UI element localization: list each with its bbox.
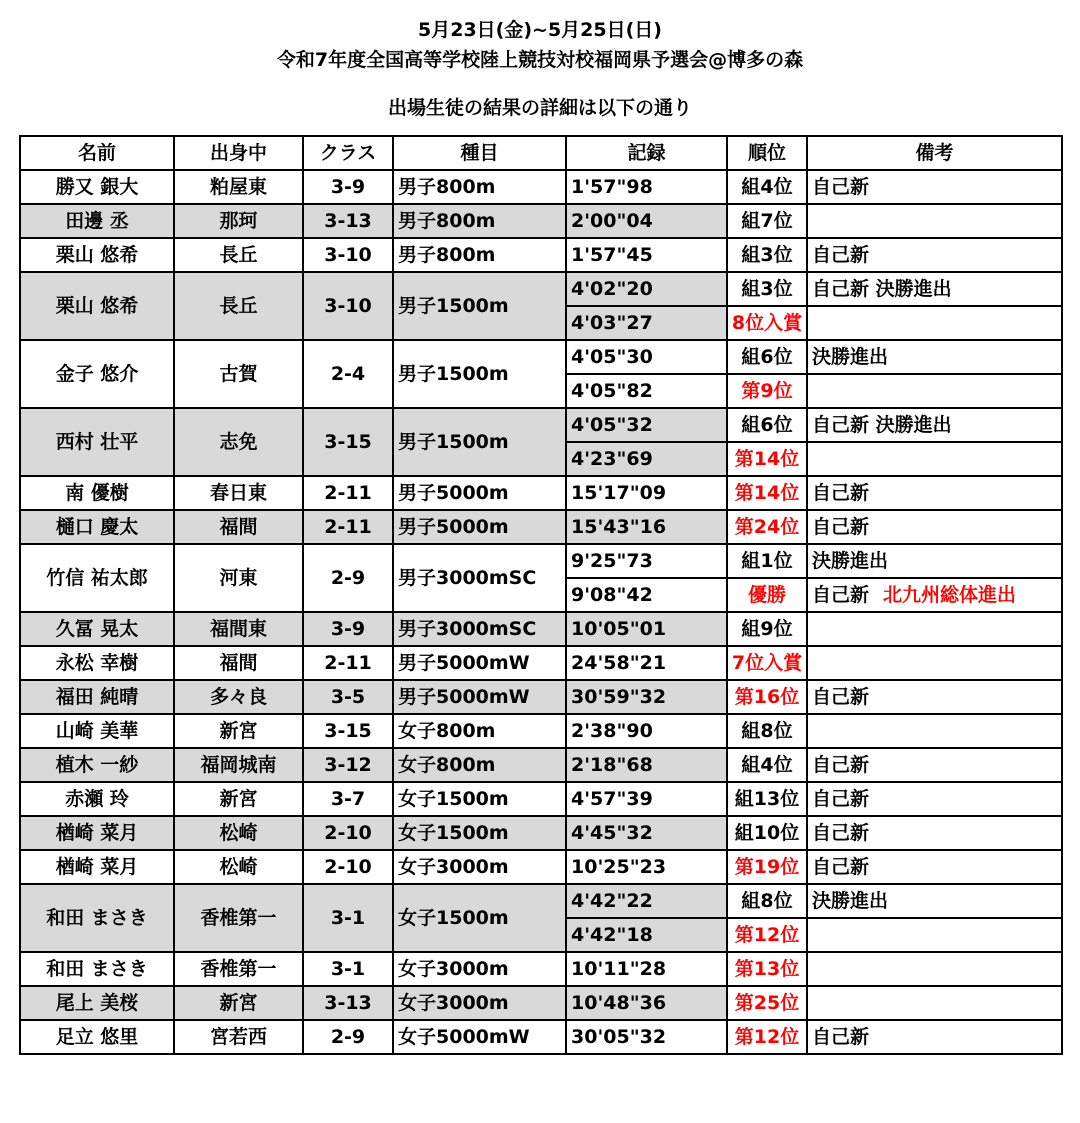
cell-note	[807, 714, 1062, 748]
table-row	[20, 1020, 1062, 1054]
col-header-event: 種目	[393, 136, 566, 170]
cell-name: 赤瀬 玲	[20, 782, 174, 816]
cell-class: 3-12	[303, 748, 393, 782]
note-text: 自己新	[812, 584, 870, 606]
cell-name: 金子 悠介	[20, 340, 174, 408]
cell-event: 男子800m	[393, 204, 566, 238]
cell-class: 3-13	[303, 204, 393, 238]
col-header-school: 出身中	[174, 136, 303, 170]
cell-rank: 組4位	[727, 748, 807, 782]
cell-record: 2'38"90	[566, 714, 727, 748]
cell-school: 粕屋東	[174, 170, 303, 204]
cell-event: 男子1500m	[393, 272, 566, 340]
cell-record: 4'57"39	[566, 782, 727, 816]
cell-record: 4'42"18	[566, 918, 727, 952]
cell-note	[807, 374, 1062, 408]
cell-note	[807, 204, 1062, 238]
cell-school: 福間	[174, 510, 303, 544]
cell-rank: 第12位	[727, 1020, 807, 1054]
cell-name: 勝又 銀大	[20, 170, 174, 204]
cell-rank: 第14位	[727, 442, 807, 476]
cell-name: 山崎 美華	[20, 714, 174, 748]
cell-name: 尾上 美桜	[20, 986, 174, 1020]
cell-class: 2-4	[303, 340, 393, 408]
cell-note: 自己新	[807, 238, 1062, 272]
cell-class: 3-7	[303, 782, 393, 816]
cell-class: 3-5	[303, 680, 393, 714]
cell-school: 福間	[174, 646, 303, 680]
cell-name: 久冨 晃太	[20, 612, 174, 646]
cell-school: 長丘	[174, 272, 303, 340]
cell-event: 女子800m	[393, 748, 566, 782]
cell-note	[807, 442, 1062, 476]
results-table	[19, 135, 1063, 1055]
cell-record: 10'48"36	[566, 986, 727, 1020]
cell-rank: 組4位	[727, 170, 807, 204]
cell-name: 楢崎 菜月	[20, 850, 174, 884]
cell-note	[807, 306, 1062, 340]
cell-school: 香椎第一	[174, 952, 303, 986]
cell-school: 香椎第一	[174, 884, 303, 952]
cell-name: 栗山 悠希	[20, 238, 174, 272]
cell-name: 西村 壮平	[20, 408, 174, 476]
cell-rank: 第14位	[727, 476, 807, 510]
table-row	[20, 748, 1062, 782]
table-row	[20, 714, 1062, 748]
cell-school: 福間東	[174, 612, 303, 646]
cell-event: 女子1500m	[393, 816, 566, 850]
cell-note	[807, 612, 1062, 646]
table-row	[20, 884, 1062, 918]
cell-record: 24'58"21	[566, 646, 727, 680]
cell-school: 福岡城南	[174, 748, 303, 782]
table-row	[20, 272, 1062, 306]
cell-event: 男子3000mSC	[393, 612, 566, 646]
cell-note	[807, 578, 1062, 612]
col-header-name: 名前	[20, 136, 174, 170]
cell-record: 4'05"30	[566, 340, 727, 374]
cell-school: 多々良	[174, 680, 303, 714]
cell-record: 4'05"32	[566, 408, 727, 442]
cell-event: 男子5000mW	[393, 680, 566, 714]
cell-event: 女子1500m	[393, 884, 566, 952]
cell-note: 自己新	[807, 680, 1062, 714]
cell-rank: 第16位	[727, 680, 807, 714]
cell-name: 福田 純晴	[20, 680, 174, 714]
table-row	[20, 986, 1062, 1020]
cell-note: 自己新	[807, 816, 1062, 850]
cell-rank: 組9位	[727, 612, 807, 646]
cell-rank: 第12位	[727, 918, 807, 952]
cell-name: 栗山 悠希	[20, 272, 174, 340]
cell-class: 2-10	[303, 850, 393, 884]
cell-class: 2-9	[303, 1020, 393, 1054]
cell-rank: 組7位	[727, 204, 807, 238]
table-row	[20, 238, 1062, 272]
cell-school: 古賀	[174, 340, 303, 408]
note-highlight: 北九州総体進出	[883, 584, 1017, 606]
cell-record: 15'43"16	[566, 510, 727, 544]
cell-class: 3-1	[303, 952, 393, 986]
cell-event: 女子3000m	[393, 952, 566, 986]
cell-rank: 組10位	[727, 816, 807, 850]
cell-name: 田邊 丞	[20, 204, 174, 238]
cell-event: 男子3000mSC	[393, 544, 566, 612]
cell-record: 10'05"01	[566, 612, 727, 646]
table-row	[20, 204, 1062, 238]
cell-note: 自己新 決勝進出	[807, 408, 1062, 442]
cell-rank: 第9位	[727, 374, 807, 408]
results-body	[20, 170, 1062, 1054]
cell-name: 楢崎 菜月	[20, 816, 174, 850]
cell-rank: 組6位	[727, 340, 807, 374]
cell-school: 新宮	[174, 782, 303, 816]
cell-rank: 8位入賞	[727, 306, 807, 340]
cell-record: 4'23"69	[566, 442, 727, 476]
cell-class: 3-10	[303, 238, 393, 272]
cell-school: 松崎	[174, 816, 303, 850]
cell-record: 9'08"42	[566, 578, 727, 612]
cell-event: 女子3000m	[393, 986, 566, 1020]
cell-event: 男子5000m	[393, 510, 566, 544]
cell-record: 30'05"32	[566, 1020, 727, 1054]
cell-rank: 7位入賞	[727, 646, 807, 680]
cell-record: 15'17"09	[566, 476, 727, 510]
table-row	[20, 476, 1062, 510]
cell-class: 3-9	[303, 170, 393, 204]
table-row	[20, 340, 1062, 374]
cell-name: 樋口 慶太	[20, 510, 174, 544]
cell-class: 2-11	[303, 476, 393, 510]
cell-rank: 組3位	[727, 238, 807, 272]
table-row	[20, 646, 1062, 680]
cell-class: 2-11	[303, 646, 393, 680]
cell-class: 3-10	[303, 272, 393, 340]
cell-class: 3-15	[303, 714, 393, 748]
cell-record: 2'18"68	[566, 748, 727, 782]
cell-note	[807, 646, 1062, 680]
cell-record: 4'42"22	[566, 884, 727, 918]
cell-rank: 組8位	[727, 884, 807, 918]
cell-note: 自己新	[807, 1020, 1062, 1054]
cell-name: 植木 一紗	[20, 748, 174, 782]
table-row	[20, 816, 1062, 850]
cell-note: 自己新	[807, 510, 1062, 544]
cell-note: 決勝進出	[807, 544, 1062, 578]
date-range: 5月23日(金)~5月25日(日)	[418, 19, 662, 41]
cell-class: 2-10	[303, 816, 393, 850]
cell-name: 竹信 祐太郎	[20, 544, 174, 612]
cell-school: 新宮	[174, 714, 303, 748]
event-title: 令和7年度全国高等学校陸上競技対校福岡県予選会@博多の森	[276, 49, 804, 71]
cell-rank: 組3位	[727, 272, 807, 306]
table-row	[20, 782, 1062, 816]
cell-school: 長丘	[174, 238, 303, 272]
cell-note	[807, 918, 1062, 952]
cell-name: 永松 幸樹	[20, 646, 174, 680]
cell-name: 南 優樹	[20, 476, 174, 510]
table-row	[20, 544, 1062, 578]
cell-note: 自己新	[807, 748, 1062, 782]
cell-rank: 組6位	[727, 408, 807, 442]
cell-name: 足立 悠里	[20, 1020, 174, 1054]
cell-note: 自己新	[807, 476, 1062, 510]
table-row	[20, 170, 1062, 204]
cell-record: 2'00"04	[566, 204, 727, 238]
cell-record: 4'05"82	[566, 374, 727, 408]
col-header-rank: 順位	[727, 136, 807, 170]
table-row	[20, 952, 1062, 986]
cell-rank: 第25位	[727, 986, 807, 1020]
cell-rank: 第19位	[727, 850, 807, 884]
cell-name: 和田 まさき	[20, 884, 174, 952]
cell-event: 女子1500m	[393, 782, 566, 816]
table-row	[20, 408, 1062, 442]
table-row	[20, 680, 1062, 714]
cell-class: 2-9	[303, 544, 393, 612]
cell-note: 自己新	[807, 170, 1062, 204]
cell-school: 新宮	[174, 986, 303, 1020]
cell-rank: 組13位	[727, 782, 807, 816]
table-row	[20, 850, 1062, 884]
cell-rank: 第13位	[727, 952, 807, 986]
cell-note: 決勝進出	[807, 340, 1062, 374]
cell-class: 3-15	[303, 408, 393, 476]
cell-record: 10'11"28	[566, 952, 727, 986]
cell-event: 男子5000m	[393, 476, 566, 510]
table-row	[20, 612, 1062, 646]
cell-school: 那珂	[174, 204, 303, 238]
cell-rank: 第24位	[727, 510, 807, 544]
cell-record: 9'25"73	[566, 544, 727, 578]
cell-note	[807, 952, 1062, 986]
cell-rank: 優勝	[727, 578, 807, 612]
cell-school: 宮若西	[174, 1020, 303, 1054]
cell-event: 男子1500m	[393, 340, 566, 408]
cell-record: 4'45"32	[566, 816, 727, 850]
table-row	[20, 510, 1062, 544]
cell-note: 決勝進出	[807, 884, 1062, 918]
cell-name: 和田 まさき	[20, 952, 174, 986]
cell-event: 男子800m	[393, 238, 566, 272]
cell-event: 男子5000mW	[393, 646, 566, 680]
cell-event: 女子5000mW	[393, 1020, 566, 1054]
col-header-class: クラス	[303, 136, 393, 170]
cell-note: 自己新 決勝進出	[807, 272, 1062, 306]
cell-school: 春日東	[174, 476, 303, 510]
cell-class: 3-9	[303, 612, 393, 646]
cell-class: 3-13	[303, 986, 393, 1020]
cell-event: 女子800m	[393, 714, 566, 748]
cell-record: 4'02"20	[566, 272, 727, 306]
cell-school: 志免	[174, 408, 303, 476]
cell-record: 1'57"45	[566, 238, 727, 272]
cell-note: 自己新	[807, 850, 1062, 884]
cell-record: 4'03"27	[566, 306, 727, 340]
cell-note: 自己新	[807, 782, 1062, 816]
col-header-record: 記録	[566, 136, 727, 170]
cell-record: 10'25"23	[566, 850, 727, 884]
cell-class: 3-1	[303, 884, 393, 952]
cell-note	[807, 986, 1062, 1020]
cell-event: 男子1500m	[393, 408, 566, 476]
cell-record: 30'59"32	[566, 680, 727, 714]
cell-school: 河東	[174, 544, 303, 612]
cell-rank: 組1位	[727, 544, 807, 578]
subtitle: 出場生徒の結果の詳細は以下の通り	[387, 97, 692, 119]
col-header-note: 備考	[807, 136, 1062, 170]
cell-rank: 組8位	[727, 714, 807, 748]
cell-school: 松崎	[174, 850, 303, 884]
cell-event: 男子800m	[393, 170, 566, 204]
cell-class: 2-11	[303, 510, 393, 544]
header-row	[20, 136, 1062, 170]
cell-record: 1'57"98	[566, 170, 727, 204]
cell-event: 女子3000m	[393, 850, 566, 884]
